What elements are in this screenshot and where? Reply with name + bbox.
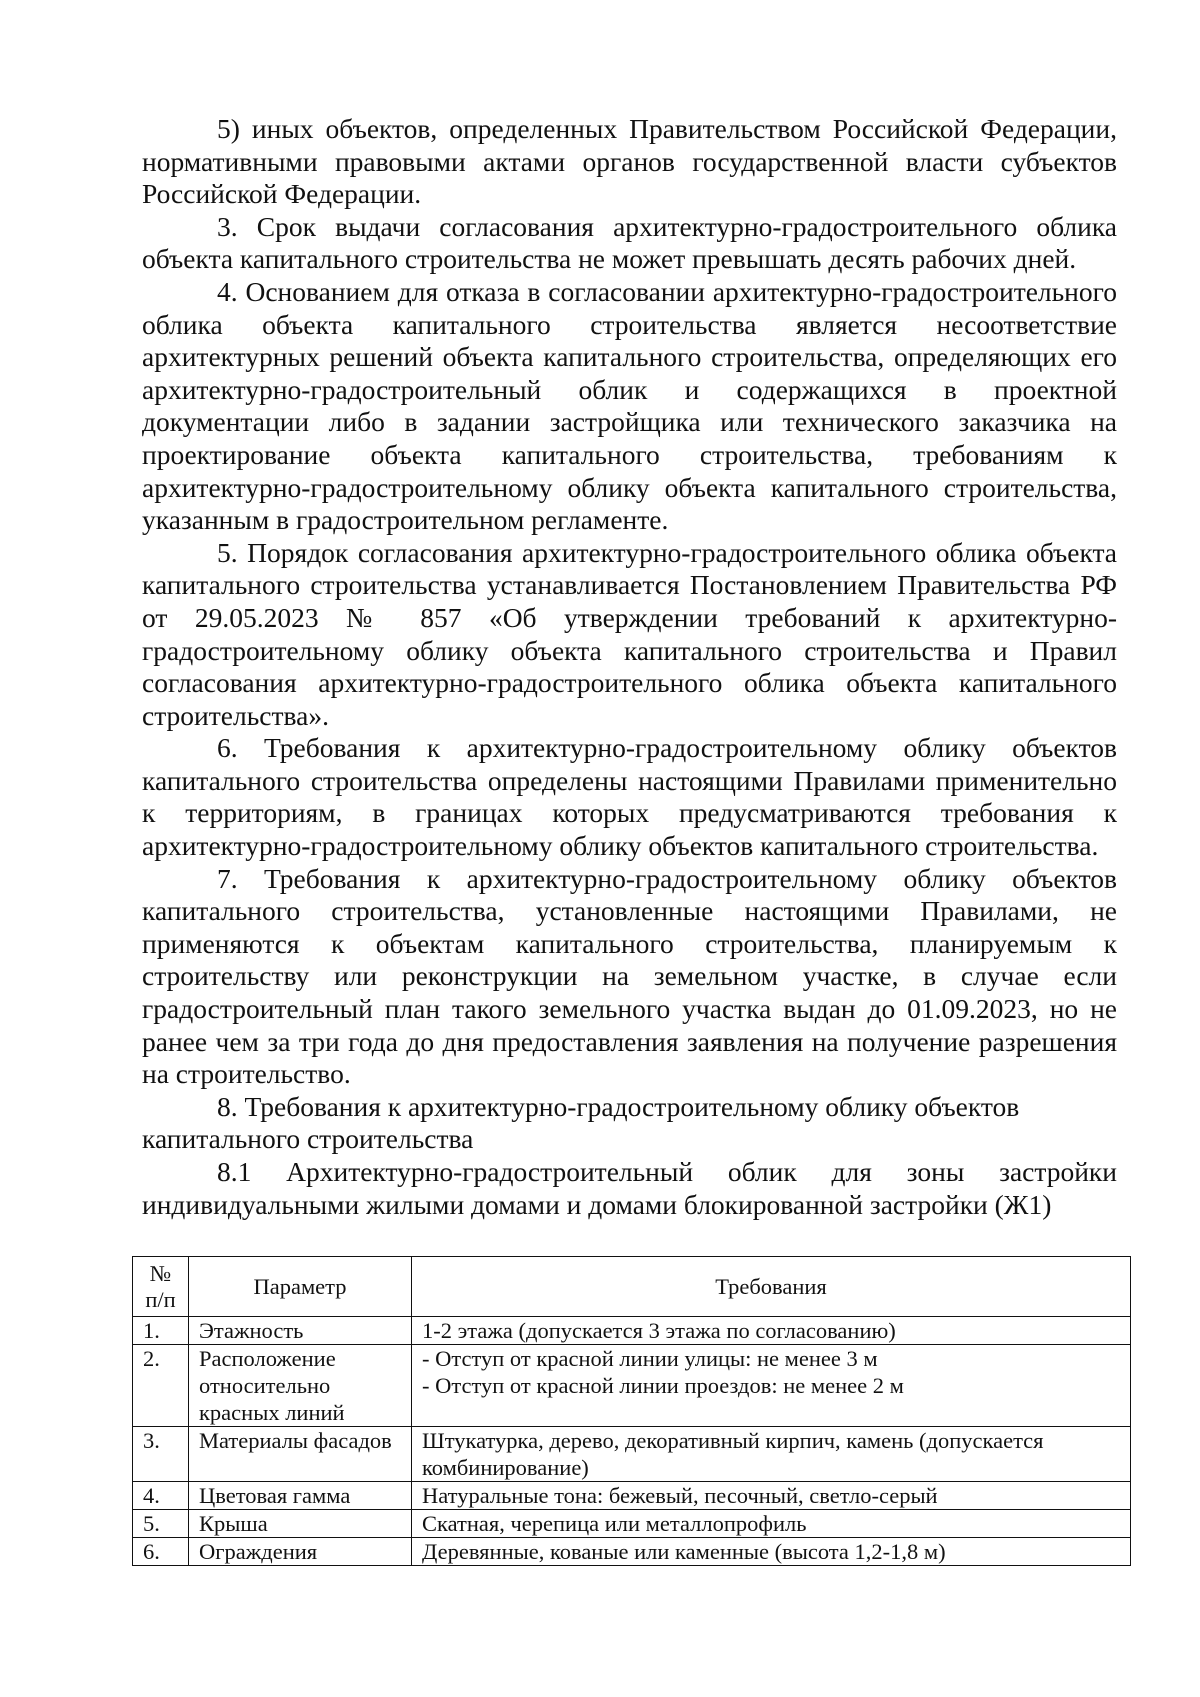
requirements-table [132,1256,1131,1566]
row-number: 1. [133,1317,189,1345]
table-row [133,1427,1131,1482]
paragraph-4-refusal-grounds: 4. Основанием для отказа в согласовании архитектурно-градостроительного облика объекта капитального строительства является несоответствие архитектурных решений объекта капитального строительства, определяющих его архитектурно-градостроительный облик и содержащихся в проектной документации либо в задании застройщика или технического заказчика на проектирование объекта капитального строительства, требованиям к архитектурно-градостроительному облику объекта капитального строительства, указанным в градостроительном регламенте. [142,275,1117,536]
row-parameter: Материалы фасадов [189,1427,412,1482]
paragraph-5-approval-procedure: 5. Порядок согласования архитектурно-градостроительного облика объекта капитального строительства устанавливается Постановлением Правительства РФ от 29.05.2023 № 857 «Об утверждении требований к архитектурно-градостроительному облику объекта капитального строительства и Правил согласования архитектурно-градостроительного облика объекта капитального строительства». [142,536,1117,731]
paragraph-7-exemptions: 7. Требования к архитектурно-градостроительному облику объектов капитального строительства, установленные настоящими Правилами, не применяются к объектам капитального строительства, планируемым к строительству или реконструкции на земельном участке, в случае если градостроительный план такого земельного участка выдан до 01.09.2023, но не ранее чем за три года до дня предоставления заявления на получение разрешения на строительство. [142,862,1117,1090]
requirement-line: Натуральные тона: бежевый, песочный, светло-серый [422,1483,938,1508]
requirement-line: - Отступ от красной линии улицы: не менее 3 м [422,1346,878,1371]
document-body [142,113,1117,1221]
requirement-line: Штукатурка, дерево, декоративный кирпич, камень (допускается комбинирование) [422,1428,1044,1480]
header-parameter: Параметр [189,1257,412,1317]
row-parameter: Ограждения [189,1538,412,1566]
row-requirements [412,1510,1131,1538]
row-requirements [412,1345,1131,1427]
paragraph-item-5-other-objects: 5) иных объектов, определенных Правительством Российской Федерации, нормативными правовыми актами органов государственной власти субъектов Российской Федерации. [142,113,1117,210]
row-parameter: Расположение относительно красных линий [189,1345,412,1427]
row-number: 3. [133,1427,189,1482]
row-number: 4. [133,1482,189,1510]
requirement-line: Деревянные, кованые или каменные (высота 1,2-1,8 м) [422,1539,946,1564]
table-row [133,1345,1131,1427]
paragraph-6-requirements-territories: 6. Требования к архитектурно-градостроительному облику объектов капитального строительства определены настоящими Правилами применительно к территориям, в границах которых предусматриваются требования к архитектурно-градостроительному облику объектов капитального строительства. [142,732,1117,862]
row-requirements [412,1427,1131,1482]
table-row [133,1317,1131,1345]
paragraph-8-1-zone-zh1: 8.1 Архитектурно-градостроительный облик для зоны застройки индивидуальными жилыми домами и домами блокированной застройки (Ж1) [142,1156,1117,1220]
requirement-line: - Отступ от красной линии проездов: не менее 2 м [422,1373,904,1398]
row-number: 6. [133,1538,189,1566]
table-row [133,1538,1131,1566]
row-parameter: Крыша [189,1510,412,1538]
row-requirements [412,1538,1131,1566]
row-requirements [412,1317,1131,1345]
row-number: 2. [133,1345,189,1427]
table-row [133,1510,1131,1538]
row-parameter: Цветовая гамма [189,1482,412,1510]
paragraph-3-approval-deadline: 3. Срок выдачи согласования архитектурно-градостроительного облика объекта капитального строительства не может превышать десять рабочих дней. [142,210,1117,275]
row-parameter: Этажность [189,1317,412,1345]
requirement-line: 1-2 этажа (допускается 3 этажа по согласованию) [422,1318,896,1343]
table-row [133,1482,1131,1510]
requirement-line: Скатная, черепица или металлопрофиль [422,1511,807,1536]
row-number: 5. [133,1510,189,1538]
paragraph-8-requirements-heading: 8. Требования к архитектурно-градостроительному облику объектов капитального строительства [142,1090,1020,1155]
table-header-row [133,1257,1131,1317]
header-number: № п/п [133,1257,189,1317]
row-requirements [412,1482,1131,1510]
header-requirements: Требования [412,1257,1131,1317]
